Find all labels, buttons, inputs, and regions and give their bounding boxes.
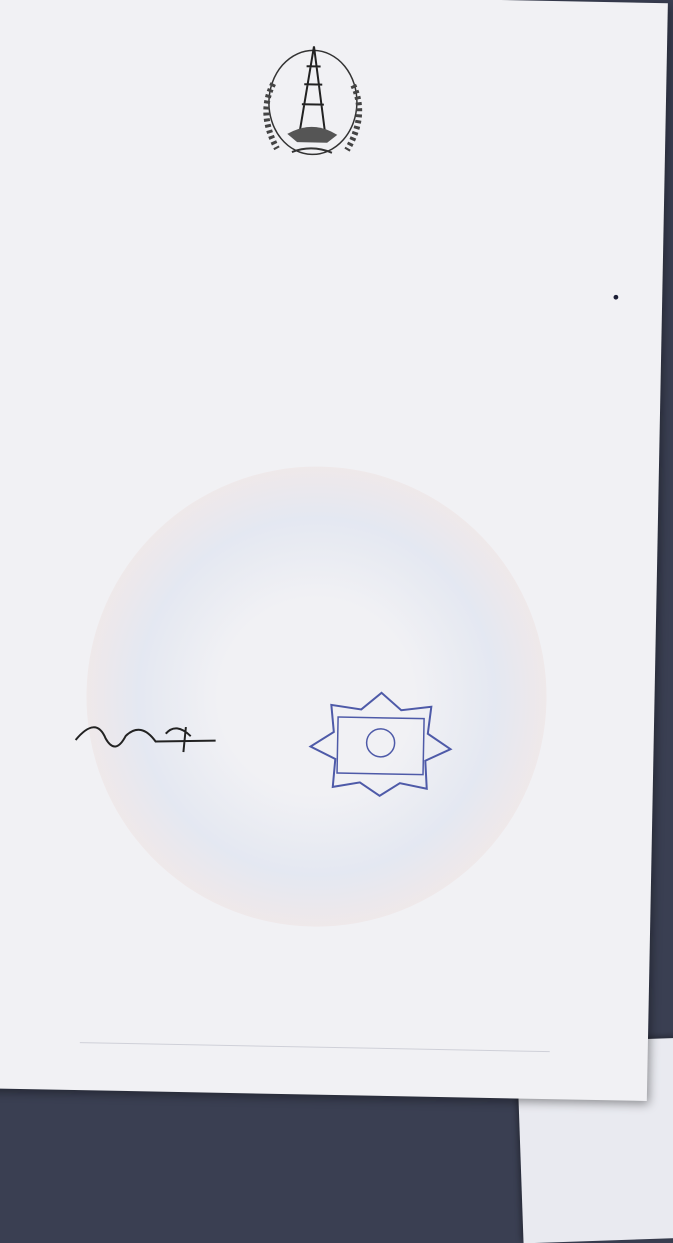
english-letterhead (0, 8, 220, 12)
reference-info (48, 111, 198, 114)
official-stamp-icon (305, 686, 457, 799)
footer-email (180, 1056, 510, 1062)
letterhead-line (0, 8, 220, 12)
bullet-note: • (14, 277, 620, 310)
signature-icon (65, 710, 266, 764)
arabic-letterhead (439, 27, 619, 30)
addressee (36, 191, 636, 203)
letterhead-line (0, 8, 220, 12)
letterhead-line (0, 8, 220, 12)
closing-respects (187, 644, 487, 650)
phone-line (36, 219, 596, 230)
copy-item (283, 876, 623, 883)
basra-emblem-icon (247, 23, 380, 175)
footer-divider (80, 1042, 550, 1052)
copy-item (283, 876, 623, 883)
copies-heading (283, 876, 623, 883)
letterhead-line (439, 27, 619, 30)
reference-date (48, 111, 198, 114)
subject-line (225, 255, 425, 259)
letter-body (14, 273, 634, 310)
signature-year (64, 850, 184, 852)
letterhead-line (0, 8, 220, 12)
letterhead-line (439, 27, 619, 30)
reference-number (48, 111, 198, 114)
copies-list (283, 876, 623, 883)
copy-item (283, 876, 623, 883)
letterhead-line (439, 27, 619, 30)
letterhead-line (439, 27, 619, 30)
